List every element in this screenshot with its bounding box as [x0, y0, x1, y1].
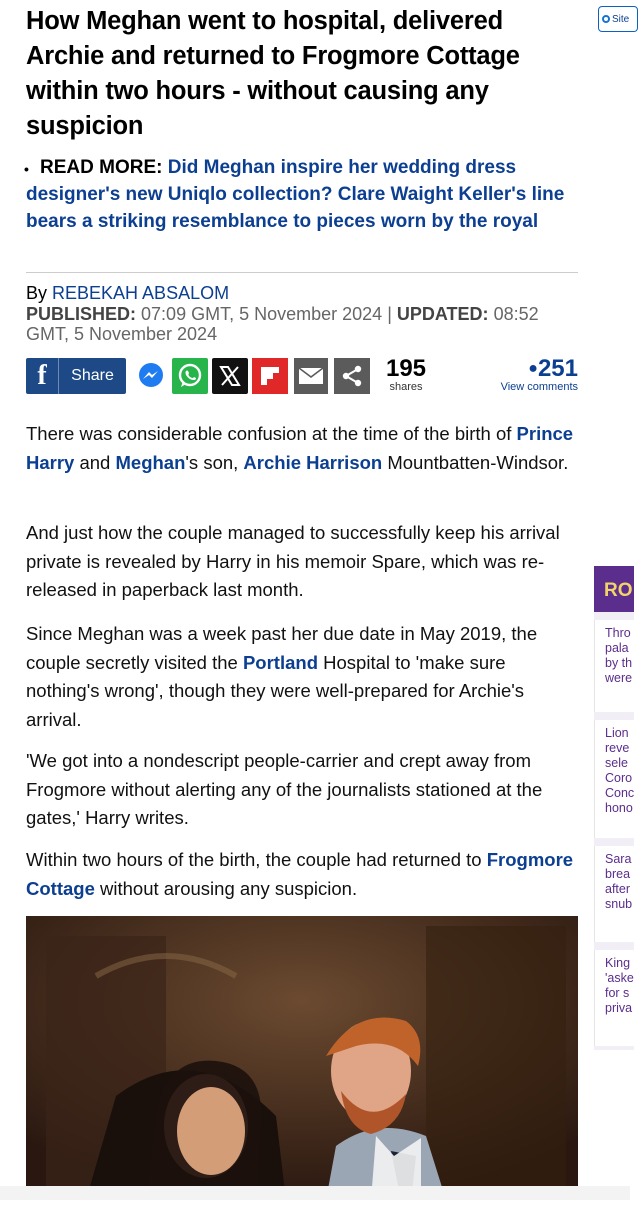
- published-value: 07:09 GMT, 5 November 2024: [141, 304, 383, 324]
- flipboard-icon: [257, 363, 283, 389]
- published-label: PUBLISHED:: [26, 304, 137, 324]
- divider: [26, 272, 578, 273]
- card-line: after: [605, 882, 631, 896]
- sidebar-card-3[interactable]: [594, 846, 634, 942]
- date-separator: |: [387, 304, 392, 324]
- site-label: Site: [612, 13, 630, 25]
- byline-prefix: By: [26, 283, 53, 303]
- email-icon: [298, 366, 324, 386]
- facebook-share-button[interactable]: [26, 358, 126, 394]
- messenger-icon: [136, 361, 166, 391]
- bottom-bar: [0, 1186, 630, 1200]
- card-line: hono: [605, 801, 633, 815]
- card-line: sele: [605, 756, 628, 770]
- article-photo[interactable]: [26, 916, 578, 1200]
- updated-value: 08:52 GMT, 5 November 2024: [26, 304, 539, 344]
- card-line: by th: [605, 656, 633, 670]
- card-line: priva: [605, 1001, 633, 1015]
- text: without arousing any suspicion.: [94, 877, 358, 899]
- text: Mountbatten-Windsor.: [382, 451, 569, 473]
- text: There was considerable confusion at the time of the birth of: [26, 423, 517, 444]
- flipboard-share-button[interactable]: [252, 358, 288, 394]
- text: Hospital to 'make sure nothing's wrong', though they were well-prepared for Archie's arrival.: [26, 651, 525, 730]
- text: Since Meghan was a week past her due date in May 2019, the couple secretly visited the: [26, 623, 538, 673]
- card-line: Sara: [605, 852, 632, 866]
- x-icon: [218, 364, 242, 388]
- card-line: were: [605, 671, 633, 685]
- facebook-icon: f: [26, 358, 59, 394]
- share-count-number: 195: [385, 355, 427, 382]
- card-line: King: [605, 956, 631, 970]
- paragraph-3: [26, 620, 578, 734]
- article-headline: How Meghan went to hospital, delivered Archie and returned to Frogmore Cottage within two hours - without causing any suspicion: [26, 7, 520, 140]
- sidebar-card-4[interactable]: [594, 950, 634, 1046]
- frogmore-cottage-link[interactable]: Frogmore Cottage: [26, 849, 574, 899]
- share-icon: [339, 363, 365, 389]
- prince-harry-link[interactable]: Prince Harry: [26, 423, 574, 473]
- facebook-share-label: Share: [71, 367, 114, 384]
- meghan-link[interactable]: Meghan: [115, 451, 186, 473]
- card-line: 'aske: [605, 971, 634, 985]
- publish-dates: [26, 304, 578, 344]
- paragraph-5: [26, 846, 578, 903]
- share-count-label: shares: [389, 381, 423, 393]
- card-line: Lion: [605, 726, 629, 740]
- site-search-button[interactable]: [598, 6, 638, 32]
- x-share-button[interactable]: [212, 358, 248, 394]
- text: 's son,: [185, 451, 244, 473]
- read-more-link[interactable]: Did Meghan inspire her wedding dress designer's new Uniqlo collection? Clare Waight Keller's line bears a striking resemblance to pieces worn by the royal: [26, 157, 565, 232]
- right-sidebar: [592, 0, 635, 1200]
- card-line: Conc: [605, 786, 635, 800]
- card-line: pala: [605, 641, 629, 655]
- author-link[interactable]: REBEKAH ABSALOM: [52, 283, 230, 303]
- card-line: reve: [605, 741, 630, 755]
- paragraph-1: [26, 420, 578, 477]
- share-count: [378, 356, 434, 392]
- view-comments-label: View comments: [500, 381, 578, 393]
- search-icon: [602, 15, 610, 23]
- archie-harrison-link[interactable]: Archie Harrison: [243, 451, 383, 473]
- sidebar-card-2[interactable]: [594, 720, 634, 838]
- whatsapp-share-button[interactable]: [172, 358, 208, 394]
- sidebar-card-1[interactable]: [594, 620, 634, 712]
- byline: [26, 282, 229, 304]
- whatsapp-icon: [176, 362, 204, 390]
- comment-bubble-icon: ●: [528, 360, 538, 377]
- sidebar-header: RO: [594, 566, 634, 612]
- paragraph-4: 'We got into a nondescript people-carrier and crept away from Frogmore without alerting any of the journalists stationed at the gates,' Harry writes.: [26, 750, 543, 828]
- read-more-label: READ MORE:: [40, 157, 163, 178]
- share-bar: [26, 355, 578, 394]
- portland-link[interactable]: Portland: [242, 651, 318, 673]
- messenger-share-button[interactable]: [134, 358, 168, 394]
- updated-label: UPDATED:: [396, 304, 489, 324]
- card-line: Coro: [605, 771, 633, 785]
- read-more: [26, 154, 578, 235]
- card-line: snub: [605, 897, 633, 911]
- card-line: Thro: [605, 626, 631, 640]
- more-share-button[interactable]: [334, 358, 370, 394]
- photo-couple-image: [26, 916, 578, 1200]
- paragraph-2: And just how the couple managed to successfully keep his arrival private is revealed by Harry in his memoir Spare, which was re-released in paperback last month.: [26, 522, 560, 600]
- text: and: [74, 451, 116, 473]
- bullet: •: [24, 161, 29, 177]
- comments-link[interactable]: [501, 356, 578, 392]
- card-line: brea: [605, 867, 631, 881]
- email-share-button[interactable]: [294, 358, 328, 394]
- text: Within two hours of the birth, the couple had returned to: [26, 849, 487, 870]
- card-line: for s: [605, 986, 630, 1000]
- comments-count: 251: [537, 355, 578, 382]
